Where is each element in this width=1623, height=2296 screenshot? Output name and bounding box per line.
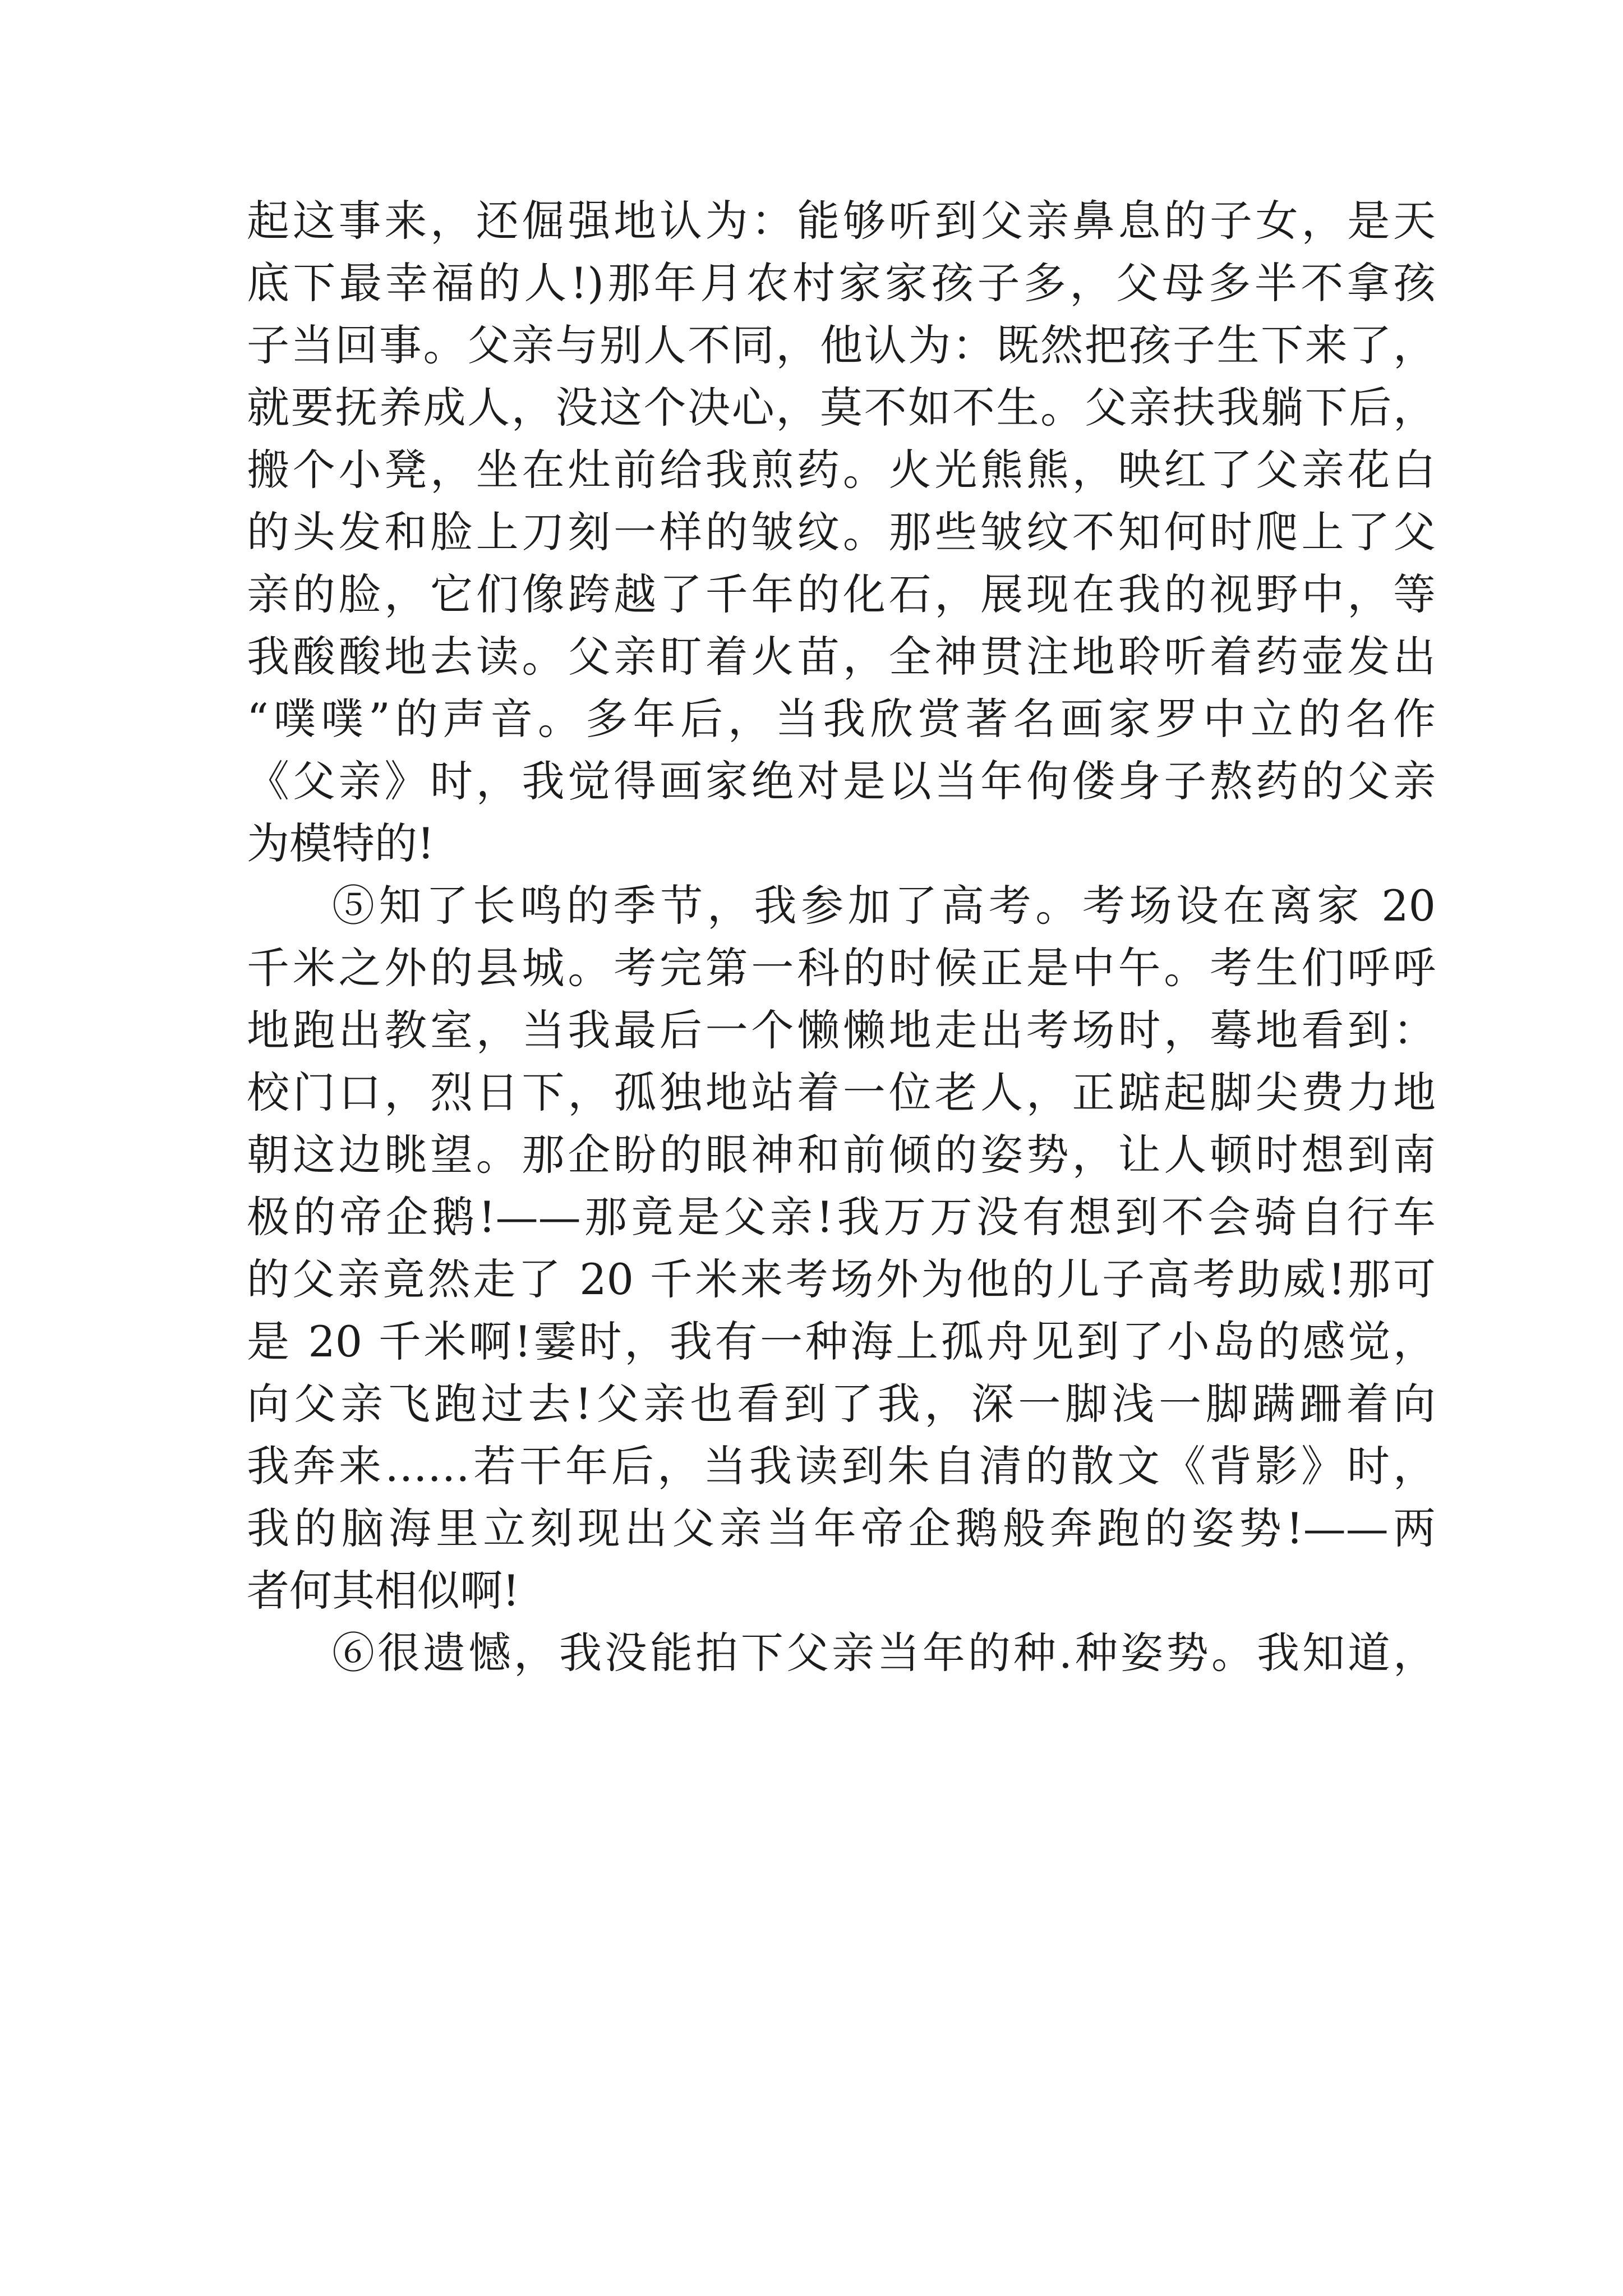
text-line: “噗噗”的声音。多年后，当我欣赏著名画家罗中立的名作 xyxy=(247,694,1436,744)
text-line: 为模特的! xyxy=(247,818,435,868)
text-line: 底下最幸福的人!)那年月农村家家孩子多，父母多半不拿孩 xyxy=(247,258,1436,308)
paragraph-4-continued xyxy=(247,190,1436,875)
text-line: 的头发和脸上刀刻一样的皱纹。那些皱纹不知何时爬上了父 xyxy=(247,507,1436,557)
text-line: 极的帝企鹅!——那竟是父亲!我万万没有想到不会骑自行车 xyxy=(247,1192,1436,1242)
text-line: 起这事来，还倔强地认为：能够听到父亲鼻息的子女，是天 xyxy=(247,196,1436,246)
text-line: 我奔来……若干年后，当我读到朱自清的散文《背影》时， xyxy=(247,1441,1436,1491)
text-line: 千米之外的县城。考完第一科的时候正是中午。考生们呼呼 xyxy=(247,943,1436,993)
text-line: 我的脑海里立刻现出父亲当年帝企鹅般奔跑的姿势!——两 xyxy=(247,1503,1436,1553)
article-body xyxy=(247,190,1436,1684)
text-line: ⑤知了长鸣的季节，我参加了高考。考场设在离家 20 xyxy=(332,881,1436,931)
text-line: 《父亲》时，我觉得画家绝对是以当年佝偻身子熬药的父亲 xyxy=(247,756,1436,806)
text-line: 是 20 千米啊!霎时，我有一种海上孤舟见到了小岛的感觉， xyxy=(247,1317,1436,1366)
text-line: ⑥很遗憾，我没能拍下父亲当年的种.种姿势。我知道， xyxy=(332,1628,1436,1678)
text-line: 亲的脸，它们像跨越了千年的化石，展现在我的视野中，等 xyxy=(247,569,1436,619)
text-line: 我酸酸地去读。父亲盯着火苗，全神贯注地聆听着药壶发出 xyxy=(247,632,1436,682)
text-line: 地跑出教室，当我最后一个懒懒地走出考场时，蓦地看到： xyxy=(247,1005,1436,1055)
text-line: 朝这边眺望。那企盼的眼神和前倾的姿势，让人顿时想到南 xyxy=(247,1130,1436,1180)
text-line: 者何其相似啊! xyxy=(247,1566,520,1616)
text-line: 的父亲竟然走了 20 千米来考场外为他的儿子高考助威!那可 xyxy=(247,1254,1436,1304)
paragraph-5 xyxy=(247,875,1436,1622)
text-line: 向父亲飞跑过去!父亲也看到了我，深一脚浅一脚蹒跚着向 xyxy=(247,1379,1436,1429)
text-line: 校门口，烈日下，孤独地站着一位老人，正踮起脚尖费力地 xyxy=(247,1068,1436,1117)
text-line: 子当回事。父亲与别人不同，他认为：既然把孩子生下来了， xyxy=(247,320,1436,370)
text-line: 搬个小凳，坐在灶前给我煎药。火光熊熊，映红了父亲花白 xyxy=(247,445,1436,495)
paragraph-6 xyxy=(247,1622,1436,1684)
text-line: 就要抚养成人，没这个决心，莫不如不生。父亲扶我躺下后， xyxy=(247,383,1436,432)
